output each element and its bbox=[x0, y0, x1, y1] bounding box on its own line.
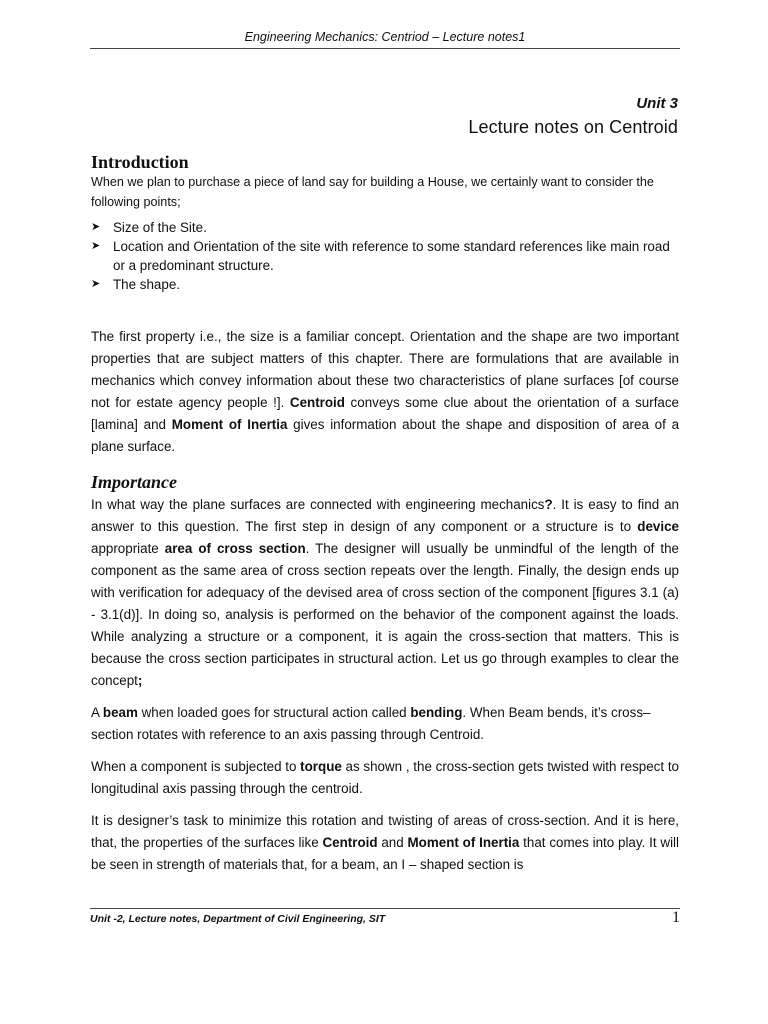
running-footer bbox=[90, 908, 680, 925]
importance-paragraph-1: In what way the plane surfaces are connected with engineering mechanics?. It is easy to find an answer to this question. The first step in design of any component or a structure is to device appropriate area of cross section. The designer will usually be unmindful of the length of the component as the same area of cross section repeats over the length. Finally, the design ends up with verification for adequacy of the devised area of cross section of the component [figures 3.1 (a) - 3.1(d)]. In doing so, analysis is performed on the behavior of the component against the loads. While analyzing a structure or a component, it is again the cross-section that matters. This is because the cross section participates in structural action. Let us go through examples to clear the concept; bbox=[91, 497, 680, 688]
list-item: ➤ The shape. bbox=[91, 277, 180, 292]
introduction-paragraph: The first property i.e., the size is a familiar concept. Orientation and the shape are two important properties that are subject matters of this chapter. There are formulations that are available in mechanics which convey information about these two characteristics of plane surfaces [of course not for estate agency people !]. Centroid conveys some clue about the orientation of a surface [lamina] and Moment of Inertia gives information about the shape and disposition of area of a plane surface. bbox=[91, 329, 680, 454]
running-header bbox=[90, 30, 680, 49]
introduction-lead: When we plan to purchase a piece of land say for building a House, we certainly want to consider the following points; bbox=[91, 175, 654, 209]
header-text: Engineering Mechanics: Centriod – Lecture notes1 bbox=[244, 30, 526, 44]
arrowhead-bullet-icon: ➤ bbox=[91, 278, 101, 290]
document-title: Lecture notes on Centroid bbox=[468, 117, 678, 137]
considerations-list bbox=[91, 218, 679, 294]
arrowhead-bullet-icon: ➤ bbox=[91, 221, 101, 233]
arrowhead-bullet-icon: ➤ bbox=[91, 240, 101, 252]
importance-paragraph-2: A beam when loaded goes for structural action called bending. When Beam bends, it’s cross–section rotates with reference to an axis passing through Centroid. bbox=[91, 705, 651, 742]
importance-paragraph-3: When a component is subjected to torque as shown , the cross-section gets twisted with respect to longitudinal axis passing through the centroid. bbox=[91, 759, 679, 796]
introduction-heading: Introduction bbox=[91, 152, 189, 172]
list-item: ➤ Location and Orientation of the site with reference to some standard references like main road or a predominant structure. bbox=[91, 239, 670, 273]
importance-paragraph-4: It is designer’s task to minimize this rotation and twisting of areas of cross-section. And it is here, that, the properties of the surfaces like Centroid and Moment of Inertia that comes into play. It will be seen in strength of materials that, for a beam, an I – shaped section is bbox=[91, 813, 679, 872]
page-number: 1 bbox=[672, 909, 680, 926]
importance-heading: Importance bbox=[91, 472, 178, 492]
page-content bbox=[91, 150, 679, 876]
list-item: ➤ Size of the Site. bbox=[91, 220, 207, 235]
footer-text: Unit -2, Lecture notes, Department of Civil Engineering, SIT bbox=[90, 913, 386, 925]
unit-label: Unit 3 bbox=[636, 95, 678, 112]
